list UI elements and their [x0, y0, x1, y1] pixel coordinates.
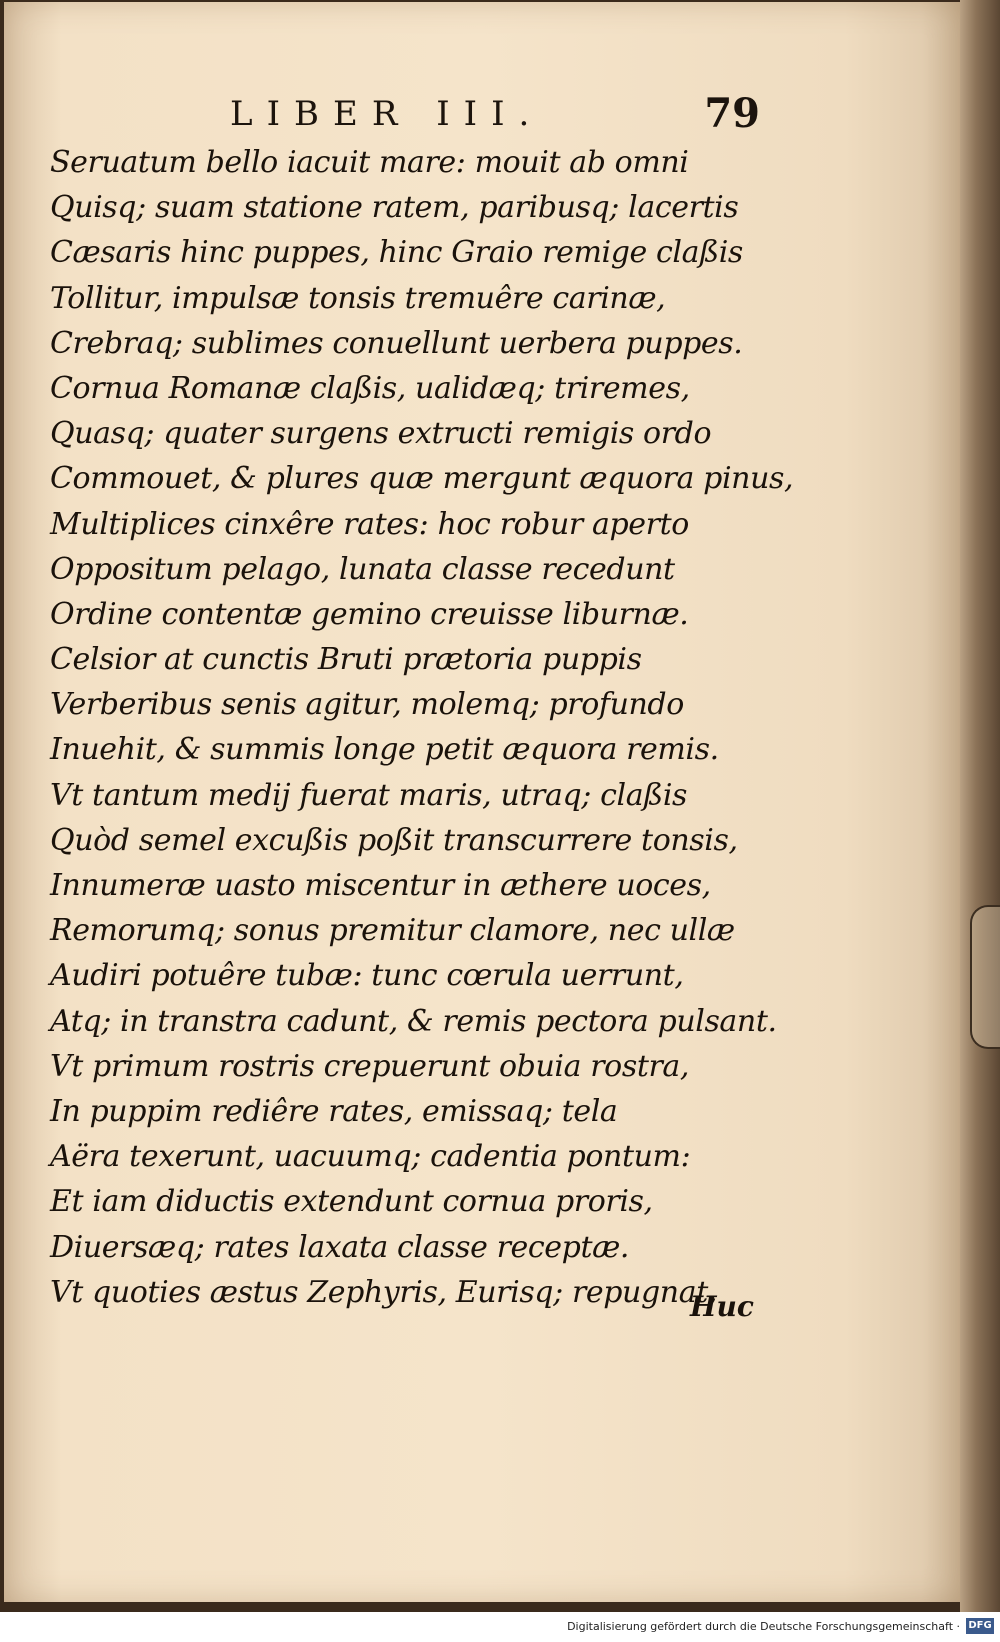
- catchword: Huc: [690, 1290, 754, 1323]
- verse-line: Innumeræ uasto miscentur in æthere uoces,: [50, 868, 711, 903]
- verse-line: Oppositum pelago, lunata classe recedunt: [50, 551, 675, 587]
- verse-line: Quisq; suam statione ratem, paribusq; lacertis: [50, 190, 739, 226]
- running-title: LIBER III.: [230, 94, 544, 134]
- verse-line: Multiplices cinxêre rates: hoc robur aperto: [50, 506, 689, 542]
- verse-list: [50, 140, 810, 1315]
- verse-line: Aëra texerunt, uacuumq; cadentia pontum:: [50, 1139, 691, 1175]
- verse-line: Vt tantum medij fuerat maris, utraq; claßis: [50, 777, 688, 813]
- page-header: [230, 90, 760, 140]
- verse-line: Et iam diductis extendunt cornua proris,: [50, 1184, 653, 1220]
- verse-line: Seruatum bello iacuit mare: mouit ab omni: [50, 145, 689, 180]
- verse-line: Verberibus senis agitur, molemq; profundo: [50, 687, 684, 723]
- page-edge: [960, 0, 1000, 1612]
- verse-line: Cæsaris hinc puppes, hinc Graio remige claßis: [50, 235, 743, 271]
- dfg-logo-icon: DFG: [966, 1618, 994, 1634]
- verse-line: Diuersæq; rates laxata classe receptæ.: [50, 1229, 630, 1265]
- verse-line: In puppim rediêre rates, emissaq; tela: [50, 1093, 618, 1129]
- verse-line: Vt primum rostris crepuerunt obuia rostra,: [50, 1048, 690, 1084]
- clasp-tab: [970, 905, 1000, 1049]
- verse-line: Ordine contentæ gemino creuisse liburnæ.: [50, 596, 689, 632]
- verse-line: Remorumq; sonus premitur clamore, nec ullæ: [50, 913, 735, 949]
- verse-line: Atq; in transtra cadunt, & remis pectora pulsant.: [50, 1003, 777, 1039]
- verse-line: Inuehit, & summis longe petit æquora remis.: [50, 732, 719, 768]
- footer-bar: [0, 1612, 1000, 1642]
- verse-line: Audiri potuêre tubæ: tunc cœrula uerrunt,: [50, 958, 684, 994]
- verse-line: Cornua Romanæ claßis, ualidæq; triremes,: [50, 370, 690, 406]
- verse-line: Quasq; quater surgens extructi remigis ordo: [50, 416, 712, 452]
- folio-number: 79: [704, 90, 760, 137]
- verse-line: Tollitur, impulsæ tonsis tremuêre carinæ,: [50, 280, 666, 316]
- verse-line: Commouet, & plures quæ mergunt æquora pinus,: [50, 461, 794, 497]
- verse-line: Vt quoties æstus Zephyris, Eurisq; repugnat,: [50, 1274, 717, 1310]
- verse-line: Celsior at cunctis Bruti prætoria puppis: [50, 642, 642, 678]
- funding-credit: Digitalisierung gefördert durch die Deutsche Forschungsgemeinschaft ·: [567, 1620, 960, 1633]
- verse-line: Crebraq; sublimes conuellunt uerbera puppes.: [50, 325, 743, 361]
- verse-line: Quòd semel excußis poßit transcurrere tonsis,: [50, 822, 738, 858]
